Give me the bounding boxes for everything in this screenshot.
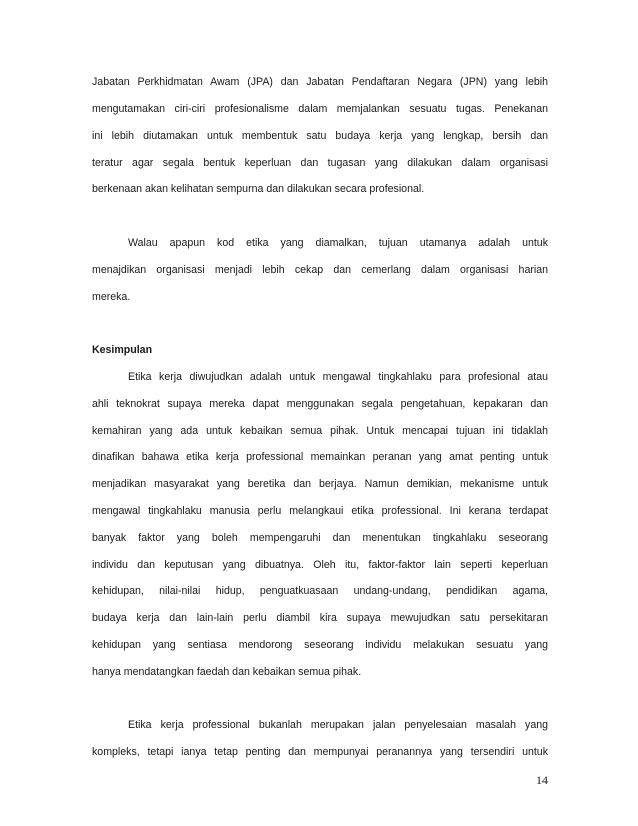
paragraph-2-line: Walau apapun kod etika yang diamalkan, tujuan utamanya adalah untuk: [128, 237, 548, 249]
paragraph-3-line: menjadikan masyarakat yang beretika dan berjaya. Namun demikian, mekanisme untuk: [92, 478, 548, 490]
paragraph-3-line: kehidupan, nilai-nilai hidup, penguatkuasaan undang-undang, pendidikan agama,: [92, 585, 548, 597]
paragraph-3-line: banyak faktor yang boleh mempengaruhi dan menentukan tingkahlaku seseorang: [92, 532, 548, 544]
paragraph-2-line: mereka.: [92, 291, 131, 303]
paragraph-1-line: berkenaan akan kelihatan sempurna dan dilakukan secara profesional.: [92, 183, 425, 195]
paragraph-4-line: Etika kerja professional bukanlah merupakan jalan penyelesaian masalah yang: [128, 719, 548, 731]
paragraph-1-line: mengutamakan ciri-ciri profesionalisme dalam memjalankan sesuatu tugas. Penekanan: [92, 103, 548, 115]
paragraph-3-line: budaya kerja dan lain-lain perlu diambil kira supaya mewujudkan satu persekitaran: [92, 612, 548, 624]
paragraph-3-line: ahli teknokrat supaya mereka dapat menggunakan segala pengetahuan, kepakaran dan: [92, 398, 548, 410]
paragraph-4-line: kompleks, tetapi ianya tetap penting dan mempunyai peranannya yang tersendiri untuk: [92, 746, 548, 758]
paragraph-3-line: individu dan keputusan yang dibuatnya. Oleh itu, faktor-faktor lain seperti keperluan: [92, 559, 548, 571]
paragraph-2-line: menajdikan organisasi menjadi lebih cekap dan cemerlang dalam organisasi harian: [92, 264, 548, 276]
paragraph-3-line: kehidupan yang sentiasa mendorong seseorang individu melakukan sesuatu yang: [92, 639, 548, 651]
paragraph-1-line: ini lebih diutamakan untuk membentuk satu budaya kerja yang lengkap, bersih dan: [92, 130, 548, 142]
page-number: 14: [536, 773, 548, 787]
section-heading: Kesimpulan: [92, 344, 153, 356]
paragraph-3-line: Etika kerja diwujudkan adalah untuk mengawal tingkahlaku para profesional atau: [128, 371, 548, 383]
paragraph-1-line: Jabatan Perkhidmatan Awam (JPA) dan Jabatan Pendaftaran Negara (JPN) yang lebih: [92, 76, 548, 88]
paragraph-3-line: dinafikan bahawa etika kerja professional memainkan peranan yang amat penting untuk: [92, 451, 548, 463]
paragraph-3-line: hanya mendatangkan faedah dan kebaikan semua pihak.: [92, 666, 362, 678]
paragraph-3-line: mengawal tingkahlaku manusia perlu melangkaui etika professional. Ini kerana terdapat: [92, 505, 548, 517]
paragraph-1-line: teratur agar segala bentuk keperluan dan tugasan yang dilakukan dalam organisasi: [92, 157, 548, 169]
paragraph-3-line: kemahiran yang ada untuk kebaikan semua pihak. Untuk mencapai tujuan ini tidaklah: [92, 425, 548, 437]
